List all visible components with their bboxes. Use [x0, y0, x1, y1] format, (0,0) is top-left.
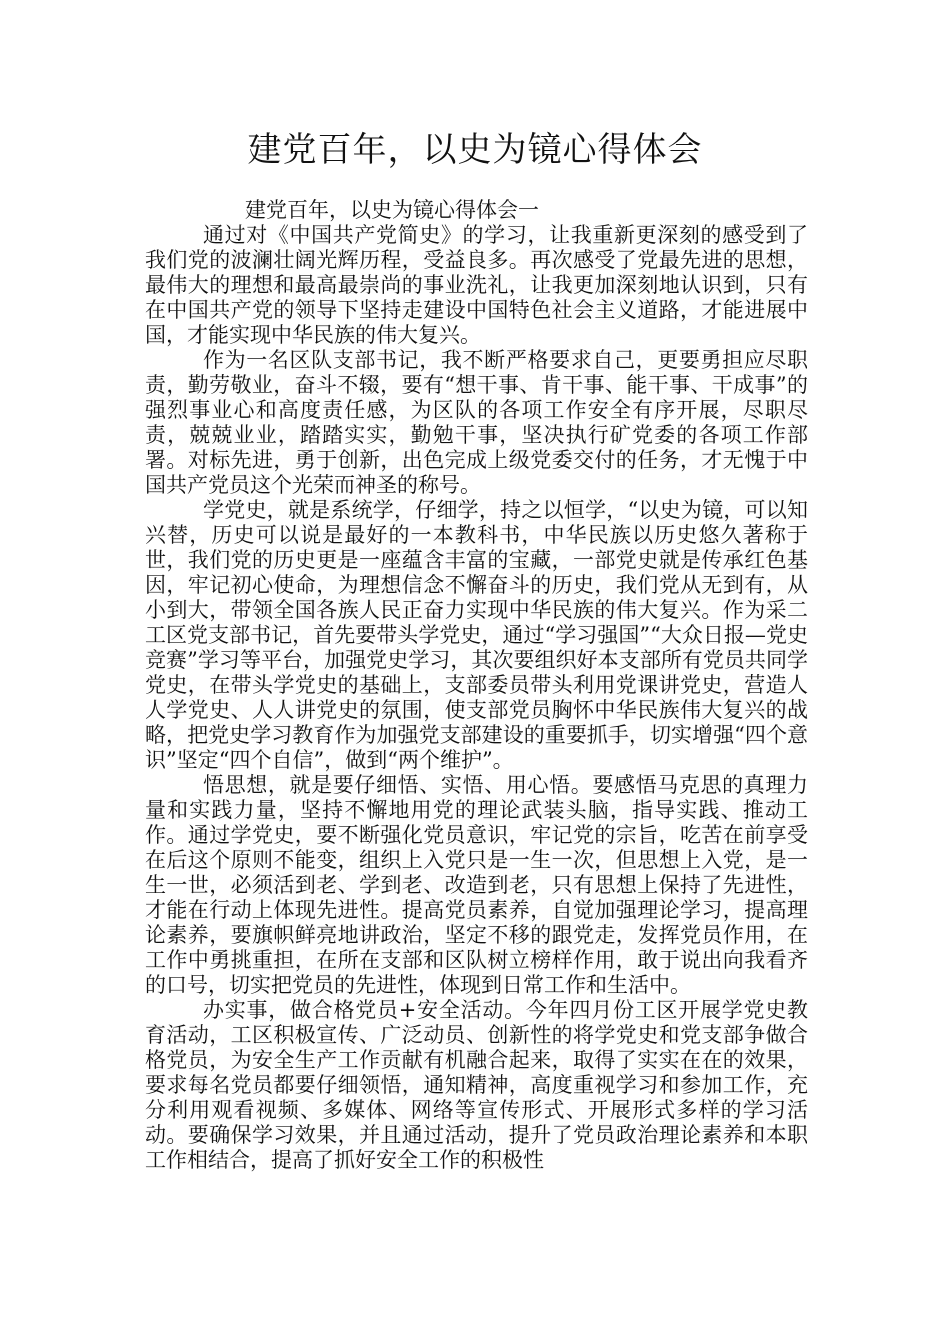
paragraph-1: 通过对《中国共产党简史》的学习，让我重新更深刻的感受到了我们党的波澜壮阔光辉历程，受益良多。再次感受了党最先进的思想，最伟大的理想和最高最崇尚的事业洗礼，让我更加深刻地认识到，只有在中国共产党的领导下坚持走建设中国特色社会主义道路，才能进展中国，才能实现中华民族的伟大复兴。: [145, 223, 808, 347]
document-body: [145, 198, 808, 1173]
paragraph-4: 悟思想，就是要仔细悟、实悟、用心悟。要感悟马克思的真理力量和实践力量，坚持不懈地用党的理论武装头脑，指导实践、推动工作。通过学党史，要不断强化党员意识，牢记党的宗旨，吃苦在前享受在后这个原则不能变，组织上入党只是一生一次，但思想上入党，是一生一世，必须活到老、学到老、改造到老，只有思想上保持了先进性，才能在行动上体现先进性。提高党员素养，自觉加强理论学习，提高理论素养，要旗帜鲜亮地讲政治，坚定不移的跟党走，发挥党员作用，在工作中勇挑重担，在所在支部和区队树立榜样作用，敢于说出向我看齐的口号，切实把党员的先进性，体现到日常工作和生活中。: [145, 773, 808, 997]
document-title: 建党百年，以史为镜心得体会: [247, 130, 703, 170]
paragraph-5: 办实事，做合格党员+安全活动。今年四月份工区开展学党史教育活动，工区积极宣传、广泛动员、创新性的将学党史和党支部争做合格党员，为安全生产工作贡献有机融合起来，取得了实实在在的效果，要求每名党员都要仔细领悟，通知精神，高度重视学习和参加工作，充分利用观看视频、多媒体、网络等宣传形式、开展形式多样的学习活动。要确保学习效果，并且通过活动，提升了党员政治理论素养和本职工作相结合，提高了抓好安全工作的积极性: [145, 998, 808, 1172]
paragraph-2: 作为一名区队支部书记，我不断严格要求自己，更要勇担应尽职责，勤劳敬业，奋斗不辍，要有“想干事、肯干事、能干事、干成事”的强烈事业心和高度责任感，为区队的各项工作安全有序开展，尽职尽责，兢兢业业，踏踏实实，勤勉干事，坚决执行矿党委的各项工作部署。对标先进，勇于创新，出色完成上级党委交付的任务，才无愧于中国共产党员这个光荣而神圣的称号。: [145, 348, 808, 497]
paragraph-3: 学党史，就是系统学，仔细学，持之以恒学，“以史为镜，可以知兴替，历史可以说是最好的一本教科书，中华民族以历史悠久著称于世，我们党的历史更是一座蕴含丰富的宝藏，一部党史就是传承红色基因，牢记初心使命，为理想信念不懈奋斗的历史，我们党从无到有，从小到大，带领全国各族人民正奋力实现中华民族的伟大复兴。作为采二工区党支部书记，首先要带头学党史，通过“学习强国”“大众日报—党史竞赛”学习等平台，加强党史学习，其次要组织好本支部所有党员共同学党史，在带头学党史的基础上，支部委员带头利用党课讲党史，营造人人学党史、人人讲党史的氛围，使支部党员胸怀中华民族伟大复兴的战略，把党史学习教育作为加强党支部建设的重要抓手，切实增强“四个意识”坚定“四个自信”，做到“两个维护”。: [145, 498, 808, 772]
section-subtitle: 建党百年，以史为镜心得体会一: [245, 198, 539, 222]
